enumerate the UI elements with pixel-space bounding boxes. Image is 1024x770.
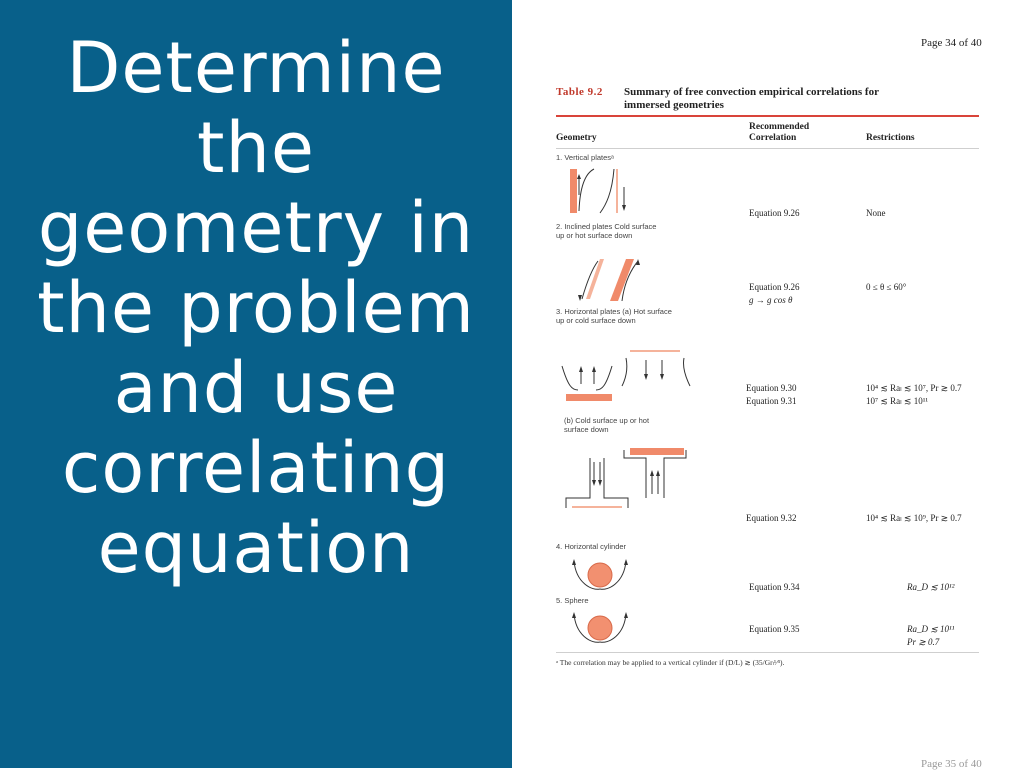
header-correlation: Recommended Correlation <box>749 122 810 143</box>
restriction: Ra_D ≲ 10¹¹ <box>907 624 955 634</box>
restriction: 10⁷ ≲ Raₗ ≲ 10¹¹ <box>866 396 929 406</box>
restriction: 0 ≤ θ ≤ 60° <box>866 282 907 292</box>
header-restrictions: Restrictions <box>866 133 915 143</box>
geometry-label: 5. Sphere <box>556 596 589 605</box>
restriction: None <box>866 208 886 218</box>
restriction: Pr ≳ 0.7 <box>907 637 940 647</box>
equation: Equation 9.26 <box>749 208 800 218</box>
geometry-label: 1. Vertical platesᵃ <box>556 153 614 162</box>
headline-line: the problem <box>37 267 475 349</box>
page-number-bottom: Page 35 of 40 <box>921 758 982 770</box>
headline-line: the <box>197 107 315 189</box>
table-footnote: ᵃ The correlation may be applied to a vertical cylinder if (D/L) ≳ (35/Grₗ¹⁄⁴). <box>556 658 785 667</box>
table-title: Summary of free convection empirical correlations for immersed geometries <box>624 86 879 111</box>
page-number: Page 34 of 40 <box>921 37 982 49</box>
geometry-label: 4. Horizontal cylinder <box>556 542 627 551</box>
slide-headline <box>0 28 512 588</box>
header-rule <box>556 148 979 149</box>
restriction: 10⁴ ≲ Raₗ ≲ 10⁹, Pr ≳ 0.7 <box>866 513 962 523</box>
headline-line: and use <box>113 347 399 429</box>
equation: Equation 9.34 <box>749 582 800 592</box>
geometry-label: (b) Cold surface up or hot surface down <box>564 416 650 434</box>
equation: Equation 9.31 <box>746 396 797 406</box>
equation: Equation 9.35 <box>749 624 800 634</box>
title-panel <box>0 0 512 768</box>
restriction: 10⁴ ≲ Raₗ ≲ 10⁷, Pr ≳ 0.7 <box>866 383 962 393</box>
table-top-rule <box>556 115 979 117</box>
horizontal-cylinder-diagram <box>568 555 632 595</box>
equation: Equation 9.26 <box>749 282 800 292</box>
equation-note: g → g cos θ <box>749 295 793 305</box>
table-number: Table 9.2 <box>556 86 603 98</box>
geometry-label: 3. Horizontal plates (a) Hot surface up or cold surface down <box>556 307 672 325</box>
horizontal-plates-hot-up-diagram <box>556 348 696 404</box>
geometry-label: 2. Inclined plates Cold surface up or hot surface down <box>556 222 657 240</box>
vertical-plates-diagram <box>564 165 644 217</box>
restriction: Ra_D ≲ 10¹² <box>907 582 955 592</box>
headline-line: equation <box>97 507 415 589</box>
table-bottom-rule <box>556 652 979 653</box>
headline-line: Determine <box>66 27 446 109</box>
header-geometry: Geometry <box>556 133 597 143</box>
headline-line: geometry in <box>37 187 475 269</box>
document-page <box>512 0 1024 768</box>
inclined-plates-diagram <box>564 255 644 305</box>
headline-line: correlating <box>61 427 451 509</box>
equation: Equation 9.30 <box>746 383 797 393</box>
equation: Equation 9.32 <box>746 513 797 523</box>
horizontal-plates-cold-up-diagram <box>562 442 692 512</box>
sphere-diagram <box>568 608 632 648</box>
